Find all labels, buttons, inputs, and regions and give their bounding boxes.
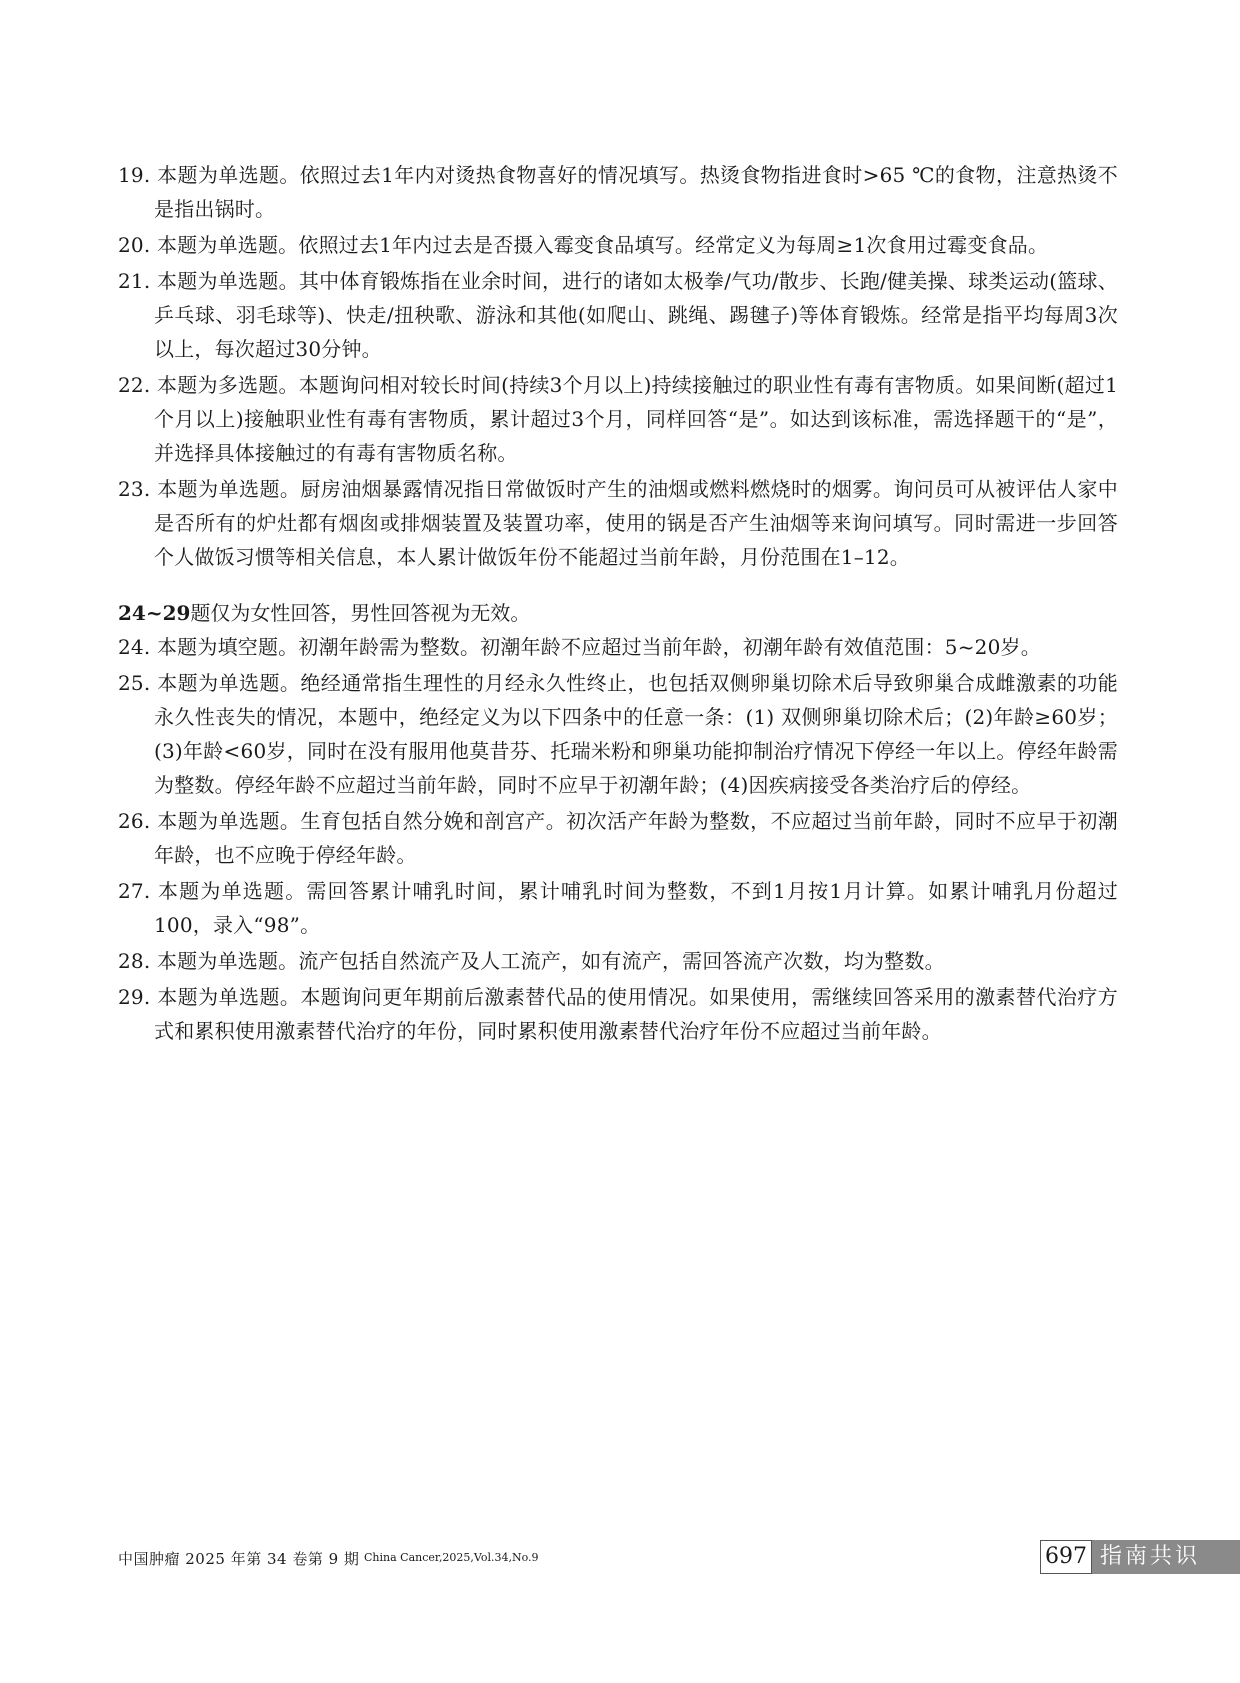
question-notes-female [118, 630, 1118, 1048]
page-number: 697 [1040, 1540, 1092, 1574]
journal-title-cn: 中国肿瘤 2025 年第 34 卷第 9 期 [118, 1550, 360, 1568]
page-footer [118, 1540, 1238, 1576]
article-body [118, 158, 1118, 1050]
note-item-25: 25. 本题为单选题。绝经通常指生理性的月经永久性终止，也包括双侧卵巢切除术后导致卵巢合成雌激素的功能永久性丧失的情况，本题中，绝经定义为以下四条中的任意一条：(1) 双侧卵巢切除术后；(2)年龄≥60岁；(3)年龄<60岁，同时在没有服用他莫昔芬、托瑞米粉和卵巢功能抑制治疗情况下停经一年以上。停经年龄需为整数。停经年龄不应超过当前年龄，同时不应早于初潮年龄；(4)因疾病接受各类治疗后的停经。 [118, 671, 1118, 797]
note-item-21: 21. 本题为单选题。其中体育锻炼指在业余时间，进行的诸如太极拳/气功/散步、长跑/健美操、球类运动(篮球、乒乓球、羽毛球等)、快走/扭秧歌、游泳和其他(如爬山、跳绳、踢毽子)等体育锻炼。经常是指平均每周3次以上，每次超过30分钟。 [118, 269, 1118, 361]
note-item-22: 22. 本题为多选题。本题询问相对较长时间(持续3个月以上)持续接触过的职业性有毒有害物质。如果间断(超过1个月以上)接触职业性有毒有害物质，累计超过3个月，同样回答“是”。如达到该标准，需选择题干的“是”，并选择具体接触过的有毒有害物质名称。 [118, 373, 1118, 465]
female-section-heading [118, 596, 1118, 630]
note-item-19: 19. 本题为单选题。依照过去1年内对烫热食物喜好的情况填写。热烫食物指进食时>65 ℃的食物，注意热烫不是指出锅时。 [118, 163, 1118, 221]
journal-title-en: China Cancer,2025,Vol.34,No.9 [364, 1551, 539, 1564]
note-item-27: 27. 本题为单选题。需回答累计哺乳时间，累计哺乳时间为整数，不到1月按1月计算。如累计哺乳月份超过100，录入“98”。 [118, 879, 1118, 937]
note-item-26: 26. 本题为单选题。生育包括自然分娩和剖宫产。初次活产年龄为整数，不应超过当前年龄，同时不应早于初潮年龄，也不应晚于停经年龄。 [118, 809, 1118, 867]
note-item-20: 20. 本题为单选题。依照过去1年内过去是否摄入霉变食品填写。经常定义为每周≥1次食用过霉变食品。 [118, 233, 1049, 257]
note-item-28: 28. 本题为单选题。流产包括自然流产及人工流产，如有流产，需回答流产次数，均为整数。 [118, 949, 945, 973]
section-tag: 指南共识 [1092, 1540, 1240, 1574]
question-range: 24~29 [118, 601, 191, 625]
female-section-text: 题仅为女性回答，男性回答视为无效。 [190, 601, 531, 625]
note-item-24: 24. 本题为填空题。初潮年龄需为整数。初潮年龄不应超过当前年龄，初潮年龄有效值范围：5~20岁。 [118, 635, 1041, 659]
question-notes-general [118, 158, 1118, 574]
note-item-29: 29. 本题为单选题。本题询问更年期前后激素替代品的使用情况。如果使用，需继续回答采用的激素替代治疗方式和累积使用激素替代治疗的年份，同时累积使用激素替代治疗年份不应超过当前年龄。 [118, 985, 1118, 1043]
note-item-23: 23. 本题为单选题。厨房油烟暴露情况指日常做饭时产生的油烟或燃料燃烧时的烟雾。询问员可从被评估人家中是否所有的炉灶都有烟囱或排烟装置及装置功率，使用的锅是否产生油烟等来询问填写。同时需进一步回答个人做饭习惯等相关信息，本人累计做饭年份不能超过当前年龄，月份范围在1–12。 [118, 477, 1118, 569]
